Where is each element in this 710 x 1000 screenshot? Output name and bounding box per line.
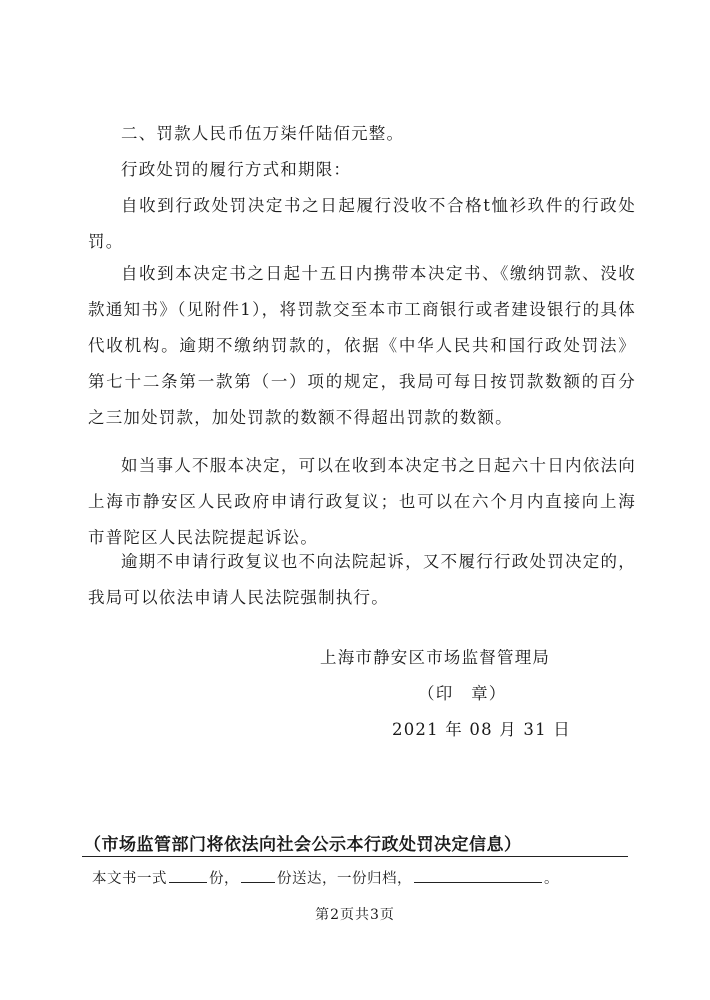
copies-text-3: 份送达，一份归档，: [277, 871, 412, 887]
paragraph-enforcement: 逾期不申请行政复议也不向法院起诉，又不履行行政处罚决定的，我局可以依法申请人民法院强制执行。: [88, 552, 636, 607]
paragraph-performance-heading: 行政处罚的履行方式和期限：: [121, 160, 352, 179]
copies-text-2: 份，: [209, 871, 239, 887]
copies-extra-blank: [414, 866, 542, 883]
copies-count-blank: [169, 866, 207, 883]
copies-line: [92, 866, 559, 888]
copies-delivered-blank: [241, 866, 275, 883]
paragraph-fine-amount: 二、罚款人民币伍万柒仟陆佰元整。: [121, 124, 405, 143]
seal-placeholder: （印 章）: [418, 684, 507, 703]
paragraph-payment-terms: 自收到本决定书之日起十五日内携带本决定书、《缴纳罚款、没收款通知书》（见附件1），将罚款交至本市工商银行或者建设银行的具体代收机构。逾期不缴纳罚款的，依据《中华人民共和国行政处罚法》第七十二条第一款第（一）项的规定，我局可每日按罚款数额的百分之三加处罚款，加处罚款的数额不得超出罚款的数额。: [88, 264, 636, 427]
issuing-authority: 上海市静安区市场监督管理局: [320, 648, 551, 667]
copies-text-1: 本文书一式: [92, 871, 167, 887]
divider-line: [82, 856, 628, 857]
paragraph-appeal-rights: 如当事人不服本决定，可以在收到本决定书之日起六十日内依法向上海市静安区人民政府申请行政复议；也可以在六个月内直接向上海市普陀区人民法院提起诉讼。: [88, 456, 636, 547]
page-number: 第2页共3页: [315, 907, 395, 923]
paragraph-confiscation: 自收到行政处罚决定书之日起履行没收不合格t恤衫玖件的行政处罚。: [88, 196, 636, 251]
copies-text-4: 。: [544, 871, 559, 887]
decision-date: 2021 年 08 月 31 日: [392, 720, 571, 739]
public-disclosure-notice: （市场监管部门将依法向社会公示本行政处罚决定信息）: [84, 835, 522, 855]
